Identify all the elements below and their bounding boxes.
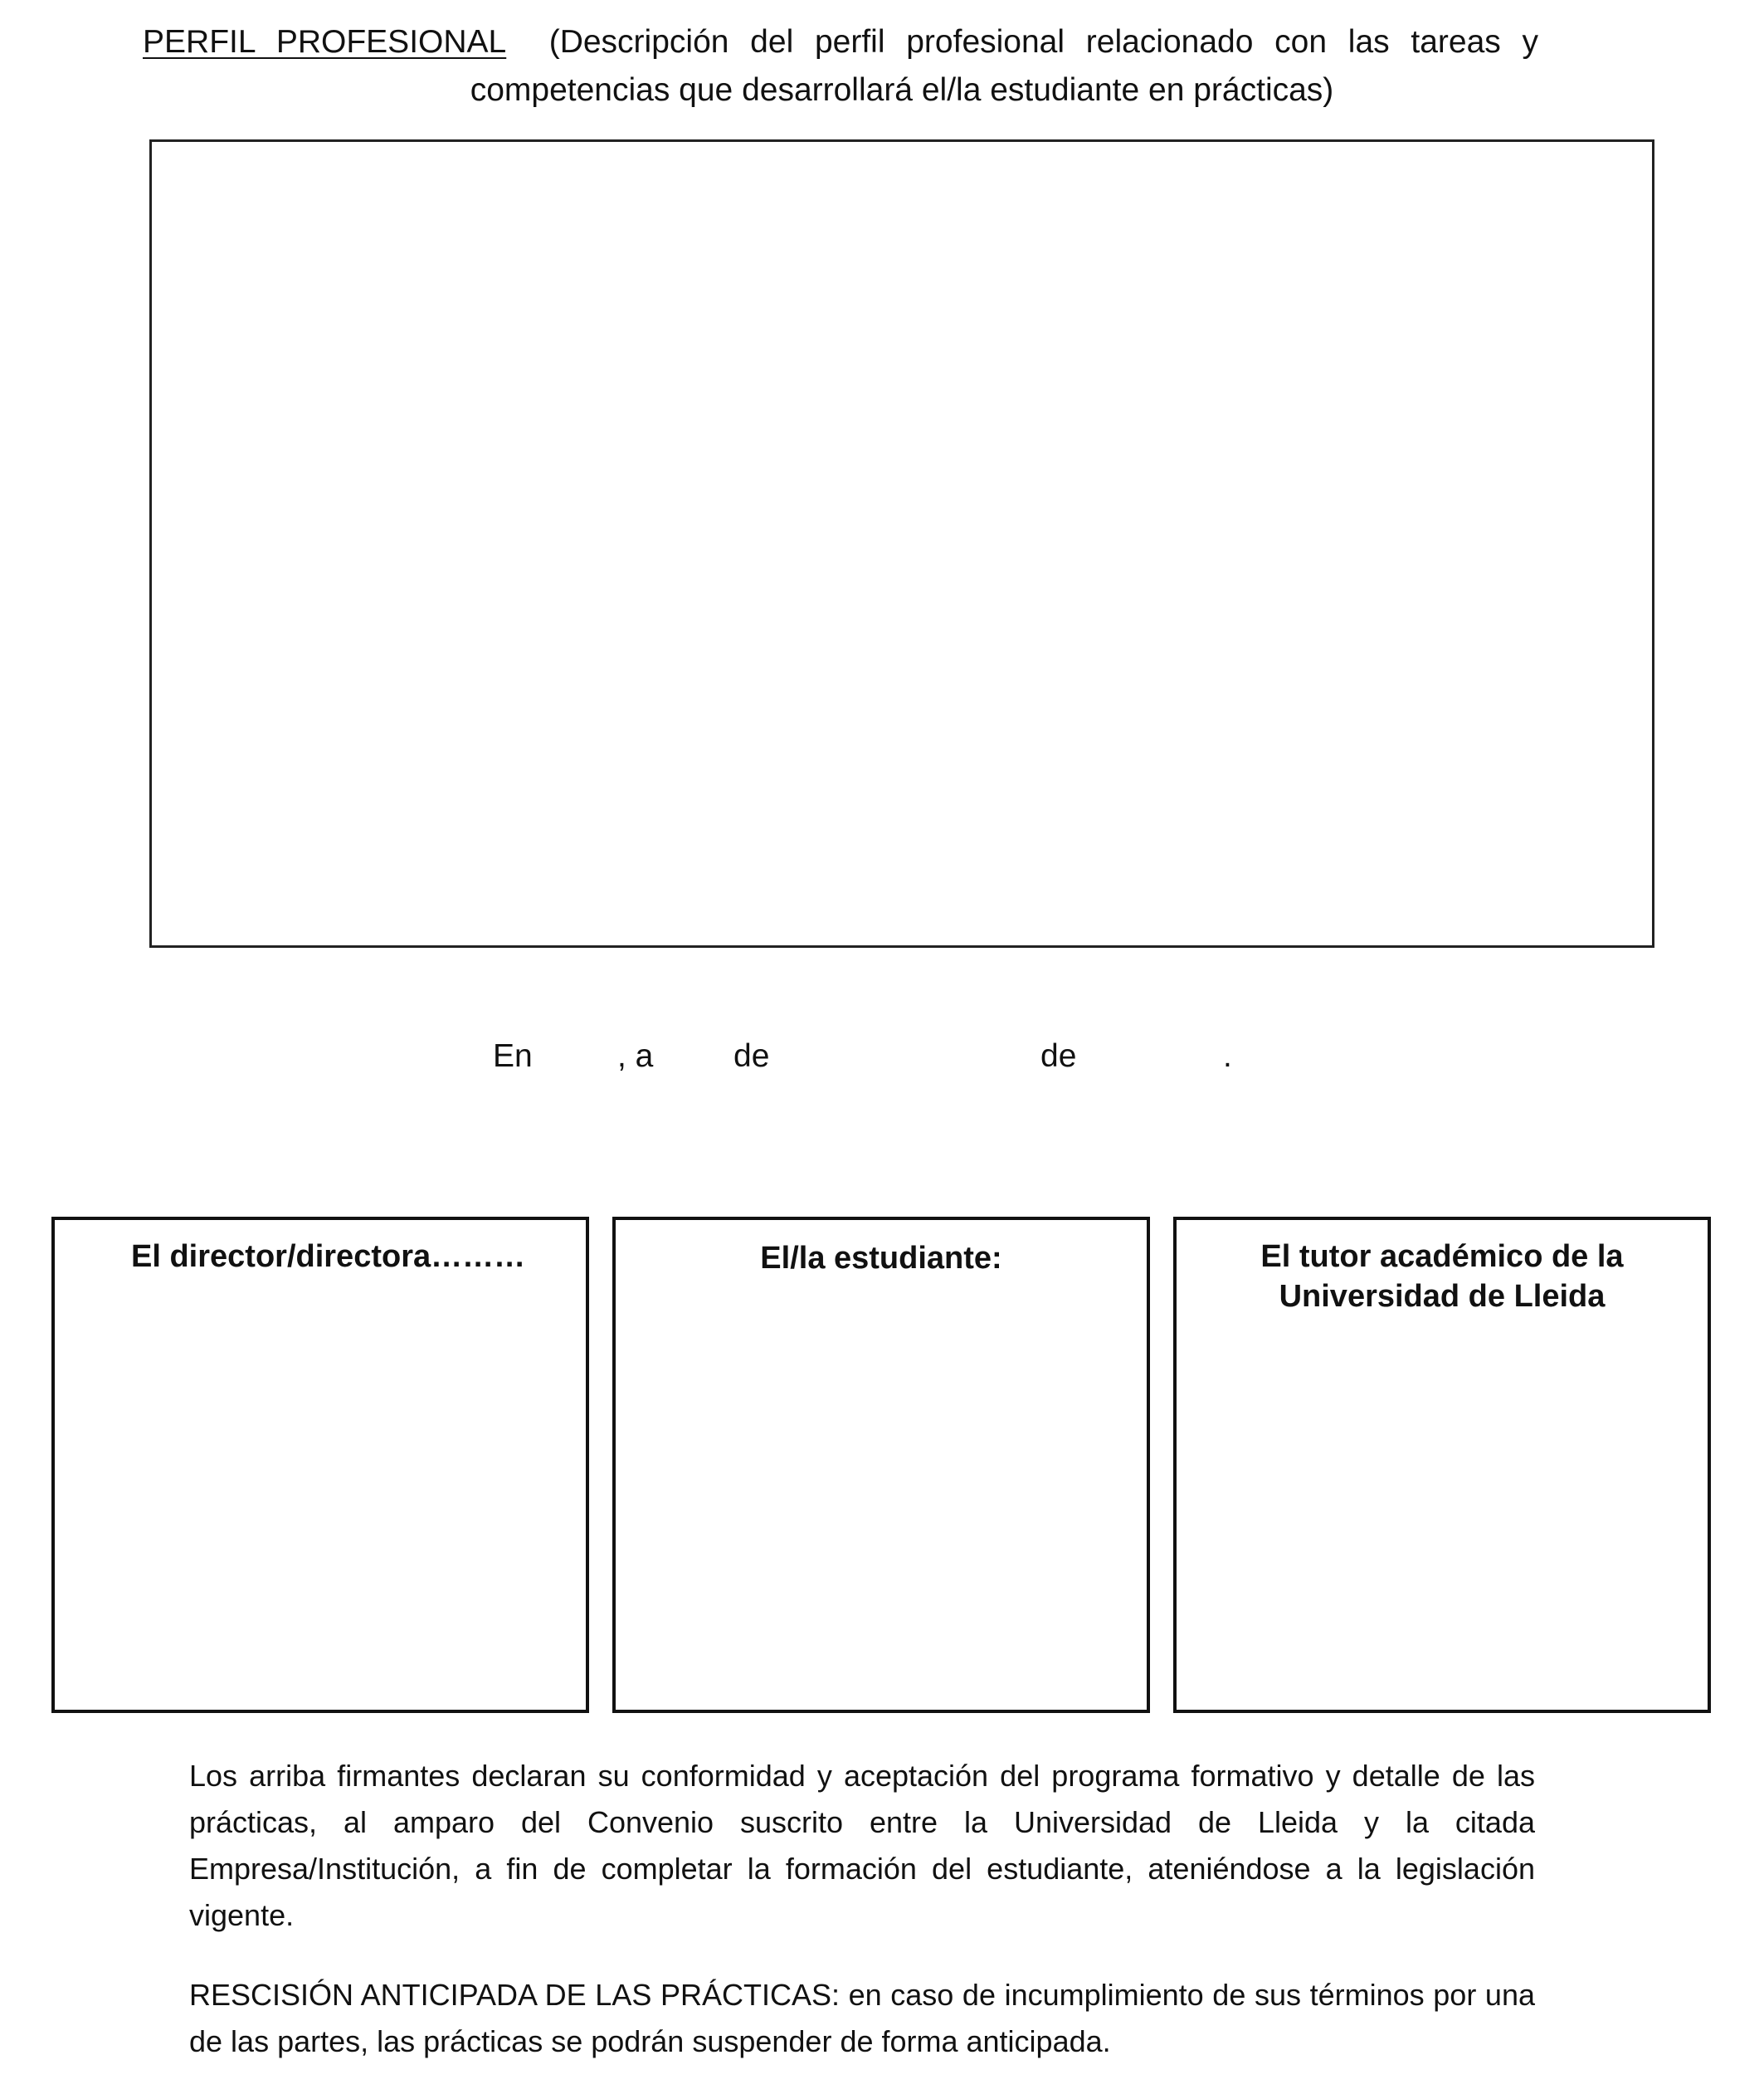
signature-box-tutor[interactable] — [1173, 1217, 1711, 1713]
date-line-en: En — [493, 1038, 533, 1074]
signature-box-student[interactable] — [612, 1217, 1150, 1713]
section-description-line2: competencias que desarrollará el/la estudiante en prácticas) — [470, 72, 1334, 108]
signature-box-director[interactable] — [51, 1217, 589, 1713]
date-line-de-2: de — [1040, 1038, 1077, 1074]
signature-label-tutor: El tutor académico de la Universidad de Lleida — [1260, 1239, 1624, 1314]
date-line-a: , a — [617, 1038, 654, 1074]
profile-description-box[interactable] — [149, 139, 1654, 948]
section-heading — [143, 18, 1538, 66]
rescision-paragraph: RESCISIÓN ANTICIPADA DE LAS PRÁCTICAS: en caso de incumplimiento de sus términos por una de las partes, las prácticas se podrán suspender de forma anticipada. — [189, 1978, 1535, 2058]
declaration-paragraph: Los arriba firmantes declaran su conformidad y aceptación del programa formativo y detalle de las prácticas, al amparo del Convenio suscrito entre la Universidad de Lleida y la citada Empresa/Institución, a fin de completar la formación del estudiante, ateniéndose a la legislación vigente. — [189, 1759, 1535, 1932]
section-description-line1: (Descripción del perfil profesional relacionado con las tareas y — [548, 24, 1538, 60]
date-line-de-1: de — [733, 1038, 770, 1074]
date-line-period: . — [1223, 1038, 1232, 1074]
section-title: PERFIL PROFESIONAL — [143, 24, 507, 60]
signature-label-director: El director/directora……… — [131, 1239, 526, 1274]
signature-label-student: El/la estudiante: — [760, 1241, 1002, 1276]
